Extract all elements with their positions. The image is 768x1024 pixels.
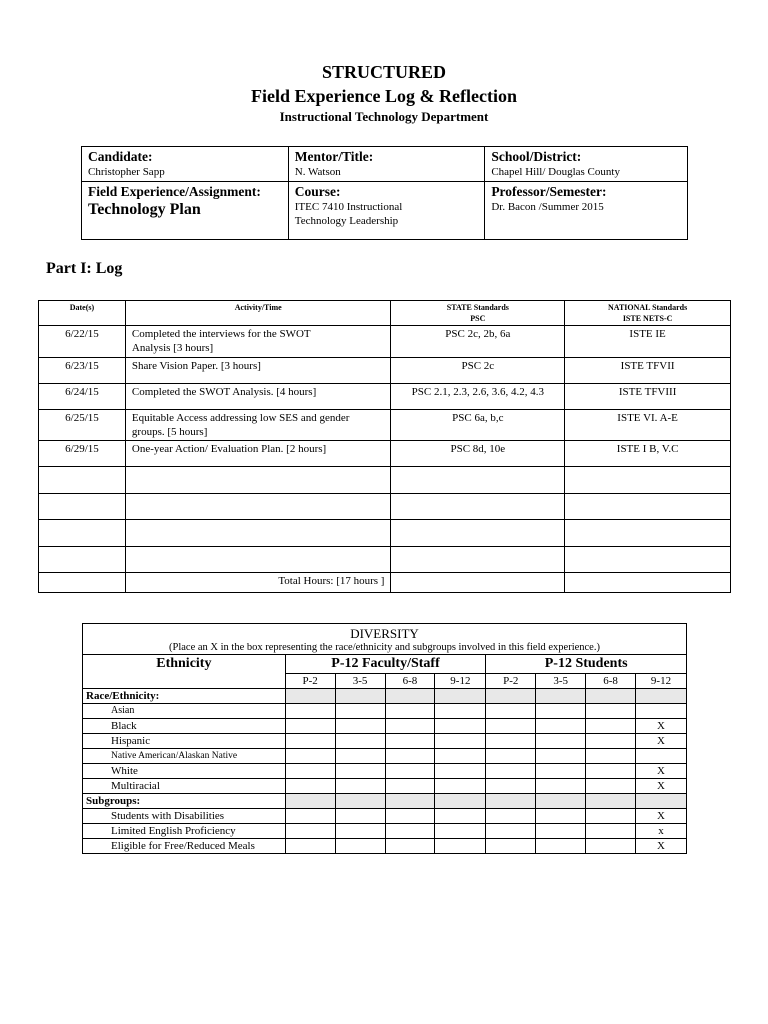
diversity-row-label: Eligible for Free/Reduced Meals: [83, 839, 286, 854]
department-name: Instructional Technology Department: [279, 109, 489, 124]
document-subtitle: Field Experience Log & Reflection: [251, 86, 517, 106]
empty-row: [39, 520, 731, 547]
diversity-row-label: White: [83, 764, 286, 779]
mark-cell[interactable]: [335, 749, 385, 764]
grade-header: 3-5: [536, 674, 586, 689]
row-activity-line: Equitable Access addressing low SES and gender: [131, 412, 350, 424]
part1-title: Part I: Log: [46, 260, 123, 277]
mark-cell[interactable]: [285, 704, 335, 719]
row-activity: [125, 358, 391, 384]
row-activity-line: Share Vision Paper. [3 hours]: [131, 360, 261, 372]
header-state-sublabel: PSC: [470, 314, 486, 323]
document-title: STRUCTURED: [321, 62, 447, 82]
students-header: P-12 Students: [486, 655, 687, 674]
header-activity-label: Activity/Time: [234, 303, 282, 312]
course-cell: [288, 182, 485, 240]
mark-cell[interactable]: [285, 719, 335, 734]
diversity-row-label: Native American/Alaskan Native: [83, 749, 286, 764]
mark-cell[interactable]: [536, 779, 586, 794]
total-hours: Total Hours: [17 hours ]: [125, 573, 391, 593]
assignment-value: Technology Plan: [88, 201, 201, 218]
mark-cell[interactable]: [586, 749, 636, 764]
mark-cell[interactable]: [536, 704, 586, 719]
table-row: [39, 410, 731, 441]
row-state: PSC 2c, 2b, 6a: [391, 326, 565, 358]
log-table: [38, 300, 731, 593]
diversity-row: [83, 749, 687, 764]
course-value-1: ITEC 7410 Instructional: [294, 201, 403, 213]
row-state: PSC 2.1, 2.3, 2.6, 3.6, 4.2, 4.3: [391, 384, 565, 410]
mark-cell[interactable]: [586, 719, 636, 734]
grade-header: P-2: [486, 674, 536, 689]
empty-row: [39, 547, 731, 573]
info-table: [81, 146, 688, 240]
header-activity: [125, 301, 391, 326]
mark-cell[interactable]: [486, 779, 536, 794]
header-national-sublabel: ISTE NETS-C: [622, 314, 673, 323]
mentor-value: N. Watson: [294, 166, 341, 178]
school-cell: [485, 147, 688, 182]
row-date: 6/22/15: [39, 326, 126, 358]
grade-header: P-2: [285, 674, 335, 689]
mark-cell[interactable]: [335, 734, 385, 749]
mark-cell[interactable]: [586, 704, 636, 719]
subgroup-rows: [83, 809, 687, 854]
mark-cell[interactable]: [335, 719, 385, 734]
diversity-row: [83, 839, 687, 854]
row-date: 6/24/15: [39, 384, 126, 410]
mark-cell[interactable]: [435, 704, 486, 719]
mark-cell[interactable]: [586, 764, 636, 779]
diversity-title: DIVERSITY: [350, 626, 419, 641]
mark-cell[interactable]: [385, 779, 435, 794]
header-national-label: NATIONAL Standards: [607, 303, 688, 312]
row-state: PSC 2c: [391, 358, 565, 384]
mark-cell[interactable]: [335, 779, 385, 794]
mark-cell[interactable]: [385, 809, 435, 824]
school-value: Chapel Hill/ Douglas County: [491, 166, 620, 178]
row-national: ISTE I B, V.C: [565, 441, 731, 467]
diversity-row: [83, 719, 687, 734]
professor-label: Professor/Semester:: [491, 184, 607, 199]
diversity-row-label: Multiracial: [83, 779, 286, 794]
mark-cell[interactable]: [285, 809, 335, 824]
faculty-header: P-12 Faculty/Staff: [285, 655, 486, 674]
assignment-label: Field Experience/Assignment:: [88, 184, 261, 199]
diversity-row-label: Limited English Proficiency: [83, 824, 286, 839]
mark-cell[interactable]: [385, 824, 435, 839]
mark-cell[interactable]: X: [636, 764, 687, 779]
table-row: [39, 358, 731, 384]
mark-cell[interactable]: [586, 809, 636, 824]
table-row: [39, 441, 731, 467]
diversity-row: [83, 779, 687, 794]
log-header-row: [39, 301, 731, 326]
mentor-cell: [288, 147, 485, 182]
mark-cell[interactable]: X: [636, 779, 687, 794]
mark-cell[interactable]: [486, 824, 536, 839]
mark-cell[interactable]: X: [636, 719, 687, 734]
mark-cell[interactable]: [435, 779, 486, 794]
row-national: ISTE IE: [565, 326, 731, 358]
assignment-cell: [82, 182, 289, 240]
mark-cell[interactable]: X: [636, 809, 687, 824]
mark-cell[interactable]: [636, 749, 687, 764]
mark-cell[interactable]: [385, 719, 435, 734]
professor-value: Dr. Bacon /Summer 2015: [491, 201, 604, 213]
mark-cell[interactable]: [486, 764, 536, 779]
row-activity-line: Completed the SWOT Analysis. [4 hours]: [131, 386, 317, 398]
race-section-label: Race/Ethnicity:: [83, 689, 286, 704]
mark-cell[interactable]: [486, 809, 536, 824]
row-date: 6/23/15: [39, 358, 126, 384]
diversity-row: [83, 734, 687, 749]
mark-cell[interactable]: [435, 719, 486, 734]
mark-cell[interactable]: [435, 734, 486, 749]
grade-header: 3-5: [335, 674, 385, 689]
row-activity: [125, 384, 391, 410]
row-activity-line: groups. [5 hours]: [131, 426, 208, 438]
mark-cell[interactable]: X: [636, 839, 687, 854]
row-activity: [125, 410, 391, 441]
candidate-value: Christopher Sapp: [88, 166, 165, 178]
ethnicity-header: Ethnicity: [83, 655, 286, 689]
row-activity: [125, 326, 391, 358]
empty-row: [39, 467, 731, 494]
mark-cell[interactable]: [536, 719, 586, 734]
diversity-row: [83, 809, 687, 824]
diversity-row: [83, 704, 687, 719]
row-date: 6/25/15: [39, 410, 126, 441]
mark-cell[interactable]: [335, 839, 385, 854]
mark-cell[interactable]: [385, 704, 435, 719]
diversity-row-label: Hispanic: [83, 734, 286, 749]
header-national: [565, 301, 731, 326]
subgroups-section-label: Subgroups:: [83, 794, 286, 809]
mark-cell[interactable]: [435, 824, 486, 839]
mark-cell[interactable]: [285, 749, 335, 764]
row-state: PSC 6a, b,c: [391, 410, 565, 441]
mark-cell[interactable]: [385, 764, 435, 779]
race-section-row: [83, 689, 687, 704]
mark-cell[interactable]: [435, 749, 486, 764]
mark-cell[interactable]: [586, 734, 636, 749]
grade-header: 6-8: [586, 674, 636, 689]
diversity-group-row: [83, 655, 687, 674]
mark-cell[interactable]: [536, 734, 586, 749]
row-national: ISTE TFVIII: [565, 384, 731, 410]
mark-cell[interactable]: [486, 719, 536, 734]
mark-cell[interactable]: x: [636, 824, 687, 839]
header-state-label: STATE Standards: [446, 303, 509, 312]
mark-cell[interactable]: [285, 839, 335, 854]
mark-cell[interactable]: [486, 704, 536, 719]
header-date-label: Date(s): [69, 303, 95, 312]
race-rows: [83, 704, 687, 794]
table-row: [39, 326, 731, 358]
mark-cell[interactable]: [586, 824, 636, 839]
professor-cell: [485, 182, 688, 240]
header-state: [391, 301, 565, 326]
diversity-instructions: (Place an X in the box representing the race/ethnicity and subgroups involved in this field experience.): [169, 642, 600, 653]
row-national: ISTE TFVII: [565, 358, 731, 384]
table-row: [39, 384, 731, 410]
course-label: Course:: [294, 184, 341, 199]
row-activity-line: Analysis [3 hours]: [131, 342, 214, 354]
grade-header: 9-12: [435, 674, 486, 689]
mark-cell[interactable]: [285, 764, 335, 779]
diversity-row: [83, 764, 687, 779]
mark-cell[interactable]: [385, 749, 435, 764]
candidate-cell: [82, 147, 289, 182]
diversity-row: [83, 824, 687, 839]
mark-cell[interactable]: [435, 809, 486, 824]
grade-header: 9-12: [636, 674, 687, 689]
empty-row: [39, 494, 731, 520]
diversity-title-row: [83, 624, 687, 655]
mark-cell[interactable]: [285, 734, 335, 749]
mark-cell[interactable]: [486, 839, 536, 854]
total-row: [39, 573, 731, 593]
mark-cell[interactable]: [586, 779, 636, 794]
mark-cell[interactable]: [335, 809, 385, 824]
mark-cell[interactable]: [536, 839, 586, 854]
mark-cell[interactable]: [335, 764, 385, 779]
grade-header: 6-8: [385, 674, 435, 689]
mark-cell[interactable]: [486, 749, 536, 764]
mark-cell[interactable]: [385, 734, 435, 749]
diversity-title-cell: [83, 624, 687, 655]
row-state: PSC 8d, 10e: [391, 441, 565, 467]
mark-cell[interactable]: [536, 749, 586, 764]
mark-cell[interactable]: [385, 839, 435, 854]
mark-cell[interactable]: [435, 764, 486, 779]
course-value-2: Technology Leadership: [294, 215, 399, 227]
mark-cell[interactable]: [285, 824, 335, 839]
mark-cell[interactable]: X: [636, 734, 687, 749]
row-activity-line: One-year Action/ Evaluation Plan. [2 hours]: [131, 443, 327, 455]
mark-cell[interactable]: [536, 824, 586, 839]
diversity-row-label: Students with Disabilities: [83, 809, 286, 824]
mark-cell[interactable]: [536, 764, 586, 779]
mark-cell[interactable]: [435, 839, 486, 854]
subgroups-section-row: [83, 794, 687, 809]
mark-cell[interactable]: [636, 704, 687, 719]
mark-cell[interactable]: [335, 704, 385, 719]
mark-cell[interactable]: [335, 824, 385, 839]
diversity-row-label: Asian: [83, 704, 286, 719]
mark-cell[interactable]: [536, 809, 586, 824]
row-date: 6/29/15: [39, 441, 126, 467]
diversity-row-label: Black: [83, 719, 286, 734]
row-activity: [125, 441, 391, 467]
mark-cell[interactable]: [285, 779, 335, 794]
school-label: School/District:: [491, 149, 582, 164]
candidate-label: Candidate:: [88, 149, 153, 164]
mark-cell[interactable]: [486, 734, 536, 749]
header-date: [39, 301, 126, 326]
mark-cell[interactable]: [586, 839, 636, 854]
diversity-table: [82, 623, 687, 854]
row-activity-line: Completed the interviews for the SWOT: [131, 328, 311, 340]
mentor-label: Mentor/Title:: [294, 149, 374, 164]
row-national: ISTE VI. A-E: [565, 410, 731, 441]
